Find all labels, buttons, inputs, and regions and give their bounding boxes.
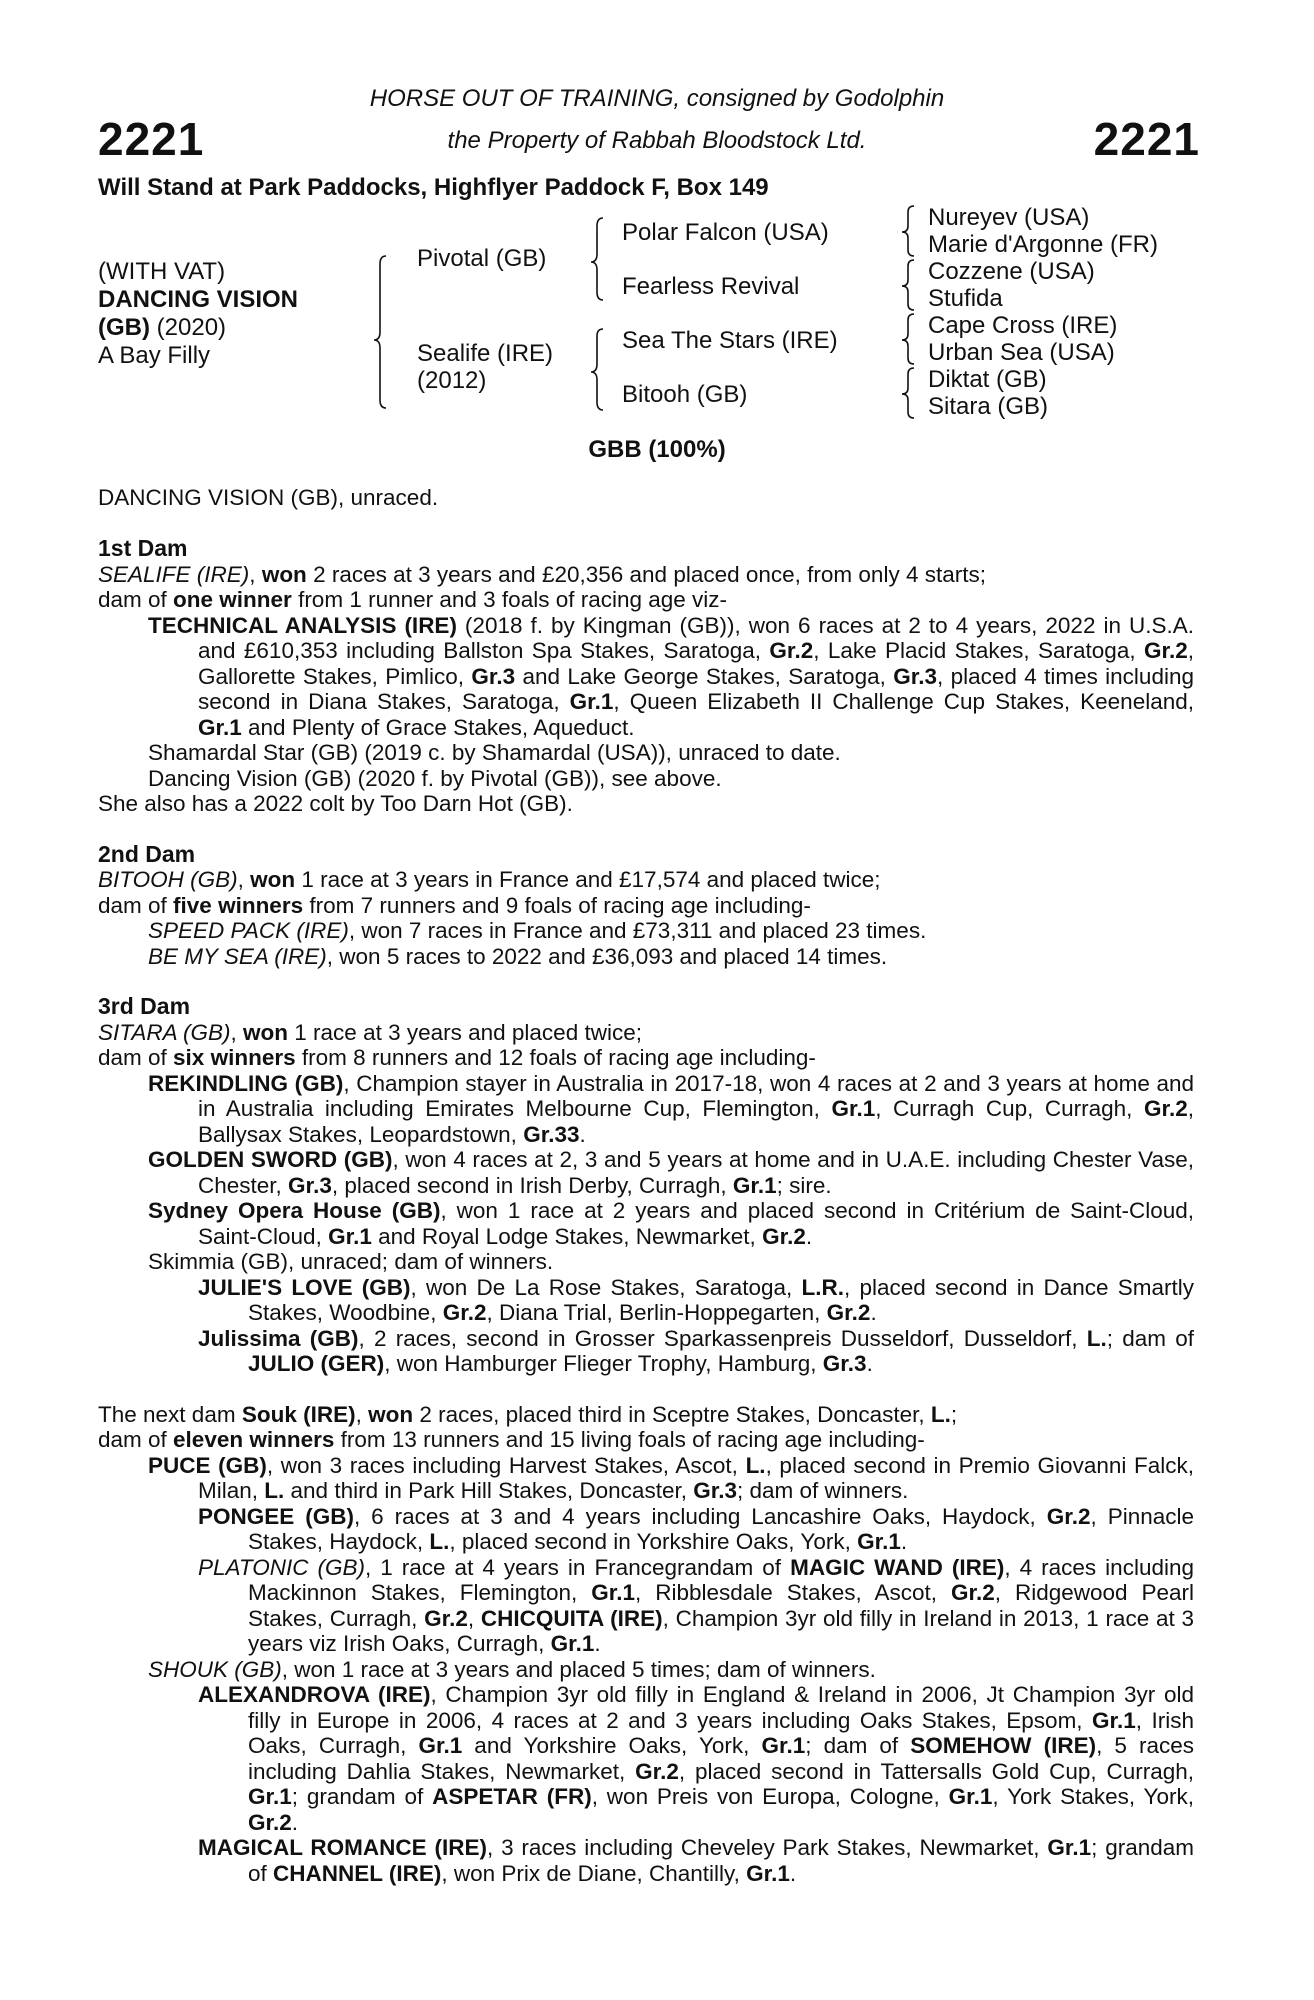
grandparent-8: Sitara (GB)	[928, 393, 1049, 420]
sire-dam: Fearless Revival	[622, 273, 800, 300]
first-dam-also: She also has a 2022 colt by Too Darn Hot (GB).	[98, 791, 573, 816]
dam-dam: Bitooh (GB)	[622, 381, 748, 408]
horse-year: (2020)	[149, 314, 227, 341]
vat-label: (WITH VAT)	[98, 258, 226, 285]
progeny-skimmia: Skimmia (GB), unraced; dam of winners.	[148, 1249, 554, 1274]
next-dam-line2: dam of eleven winners from 13 runners and 15 living foals of racing age including-	[98, 1427, 925, 1452]
grandparent-5: Cape Cross (IRE)	[928, 312, 1118, 339]
dam-sire: Sea The Stars (IRE)	[622, 327, 838, 354]
progeny-shamardal-star: Shamardal Star (GB) (2019 c. by Shamardal (USA)), unraced to date.	[148, 740, 841, 765]
progeny-shouk: SHOUK (GB), won 1 race at 3 years and placed 5 times; dam of winners.	[148, 1656, 876, 1682]
horse-name: DANCING VISION	[98, 286, 299, 313]
dam-year: (2012)	[417, 367, 487, 394]
third-dam-heading: 3rd Dam	[98, 993, 191, 1019]
grandparent-6: Urban Sea (USA)	[928, 339, 1115, 366]
dam-name: Sealife (IRE)	[417, 340, 554, 367]
second-dam-heading: 2nd Dam	[98, 840, 196, 867]
horse-country: (GB)	[98, 314, 150, 341]
sire-sire: Polar Falcon (USA)	[622, 219, 829, 246]
third-dam-line1: SITARA (GB), won 1 race at 3 years and placed twice;	[98, 1019, 642, 1045]
progeny-golden-sword: GOLDEN SWORD (GB), won 4 races at 2, 3 and 5 years at home and in U.A.E. including Chester Vase, Chester, Gr.3, placed second in Irish Derby, Curragh, Gr.1; sire.	[148, 1147, 1194, 1198]
progeny-pongee: PONGEE (GB), 6 races at 3 and 4 years including Lancashire Oaks, Haydock, Gr.2, Pinnacle Stakes, Haydock, L., placed second in Yorkshire Oaks, York, Gr.1.	[198, 1503, 1195, 1554]
first-dam-heading: 1st Dam	[98, 535, 188, 561]
next-dam-line1: The next dam Souk (IRE), won 2 races, placed third in Sceptre Stakes, Doncaster, L.;	[98, 1401, 958, 1427]
brace-parents	[374, 256, 386, 408]
second-dam-line1: BITOOH (GB), won 1 race at 3 years in France and £17,574 and placed twice;	[98, 867, 881, 892]
progeny-technical-analysis: TECHNICAL ANALYSIS (IRE) (2018 f. by Kingman (GB)), won 6 races at 2 to 4 years, 2022 in U.S.A. and £610,353 including Ballston Spa Stakes, Saratoga, Gr.2, Lake Placid Stakes, Saratoga, Gr.2, Gallorette Stakes, Pimlico, Gr.3 and Lake George Stakes, Saratoga, Gr.3, placed 4 times including second in Diana Stakes, Saratoga, Gr.1, Queen Elizabeth II Challenge Cup Stakes, Keeneland, Gr.1 and Plenty of Grace Stakes, Aqueduct.	[148, 612, 1194, 740]
brace-dam	[591, 329, 603, 410]
progeny-puce: PUCE (GB), won 3 races including Harvest Stakes, Ascot, L., placed second in Premio Giovanni Falck, Milan, L. and third in Park Hill Stakes, Doncaster, Gr.3; dam of winners.	[148, 1452, 1194, 1503]
horse-description: A Bay Filly	[98, 342, 211, 369]
rating-badge: GBB (100%)	[588, 436, 726, 463]
sire: Pivotal (GB)	[417, 245, 547, 272]
progeny-speed-pack: SPEED PACK (IRE), won 7 races in France and £73,311 and placed 23 times.	[148, 918, 927, 943]
lot-number-right: 2221	[1093, 113, 1200, 165]
consignor-line: HORSE OUT OF TRAINING, consigned by Godolphin	[369, 85, 945, 112]
progeny-magical-romance: MAGICAL ROMANCE (IRE), 3 races including Cheveley Park Stakes, Newmarket, Gr.1; grandam of CHANNEL (IRE), won Prix de Diane, Chantilly, Gr.1.	[198, 1835, 1195, 1886]
progeny-alexandrova: ALEXANDROVA (IRE), Champion 3yr old filly in England & Ireland in 2006, Jt Champion 3yr old filly in Europe in 2006, 4 races at 2 and 3 years including Oaks Stakes, Epsom, Gr.1, Irish Oaks, Curragh, Gr.1 and Yorkshire Oaks, York, Gr.1; dam of SOMEHOW (IRE), 5 races including Dahlia Stakes, Newmarket, Gr.2, placed second in Tattersalls Gold Cup, Curragh, Gr.1; grandam of ASPETAR (FR), won Preis von Europa, Cologne, Gr.1, York Stakes, York, Gr.2.	[198, 1682, 1195, 1835]
brace-g3	[902, 314, 914, 364]
grandparent-7: Diktat (GB)	[928, 366, 1047, 393]
first-dam-line1: SEALIFE (IRE), won 2 races at 3 years and £20,356 and placed once, from only 4 starts;	[98, 561, 986, 587]
grandparent-4: Stufida	[928, 285, 1003, 312]
progeny-be-my-sea: BE MY SEA (IRE), won 5 races to 2022 and £36,093 and placed 14 times.	[148, 943, 888, 969]
progeny-rekindling: REKINDLING (GB), Champion stayer in Australia in 2017-18, won 4 races at 2 and 3 years at home and in Australia including Emirates Melbourne Cup, Flemington, Gr.1, Curragh Cup, Curragh, Gr.2, Ballysax Stakes, Leopardstown, Gr.33.	[148, 1070, 1194, 1147]
progeny-platonic: PLATONIC (GB), 1 race at 4 years in Francegrandam of MAGIC WAND (IRE), 4 races including Mackinnon Stakes, Flemington, Gr.1, Ribblesdale Stakes, Ascot, Gr.2, Ridgewood Pearl Stakes, Curragh, Gr.2, CHICQUITA (IRE), Champion 3yr old filly in Ireland in 2013, 1 race at 3 years viz Irish Oaks, Curragh, Gr.1.	[198, 1554, 1195, 1656]
progeny-sydney-opera-house: Sydney Opera House (GB), won 1 race at 2 years and placed second in Critérium de Saint-Cloud, Saint-Cloud, Gr.1 and Royal Lodge Stakes, Newmarket, Gr.2.	[148, 1198, 1194, 1249]
property-line: the Property of Rabbah Bloodstock Ltd.	[447, 127, 867, 154]
stand-location: Will Stand at Park Paddocks, Highflyer Paddock F, Box 149	[98, 174, 769, 201]
brace-g2	[902, 260, 914, 310]
second-dam-line2: dam of five winners from 7 runners and 9 foals of racing age including-	[98, 892, 811, 918]
progeny-dancing-vision: Dancing Vision (GB) (2020 f. by Pivotal (GB)), see above.	[148, 765, 722, 791]
third-dam-line2: dam of six winners from 8 runners and 12 foals of racing age including-	[98, 1045, 816, 1070]
grandparent-1: Nureyev (USA)	[928, 204, 1090, 231]
progeny-julissima: Julissima (GB), 2 races, second in Grosser Sparkassenpreis Dusseldorf, Dusseldorf, L.; dam of JULIO (GER), won Hamburger Flieger Trophy, Hamburg, Gr.3.	[198, 1325, 1194, 1376]
intro-line: DANCING VISION (GB), unraced.	[98, 485, 439, 510]
progeny-julies-love: JULIE'S LOVE (GB), won De La Rose Stakes, Saratoga, L.R., placed second in Dance Smartly Stakes, Woodbine, Gr.2, Diana Trial, Berlin-Hoppegarten, Gr.2.	[198, 1274, 1194, 1325]
first-dam-line2: dam of one winner from 1 runner and 3 foals of racing age viz-	[98, 587, 728, 612]
brace-sire	[591, 218, 603, 300]
lot-number-left: 2221	[98, 113, 205, 165]
first-dam-section	[98, 536, 1194, 1886]
brace-g1	[902, 206, 914, 256]
brace-g4	[902, 368, 914, 418]
grandparent-2: Marie d'Argonne (FR)	[928, 231, 1158, 258]
grandparent-3: Cozzene (USA)	[928, 258, 1095, 285]
